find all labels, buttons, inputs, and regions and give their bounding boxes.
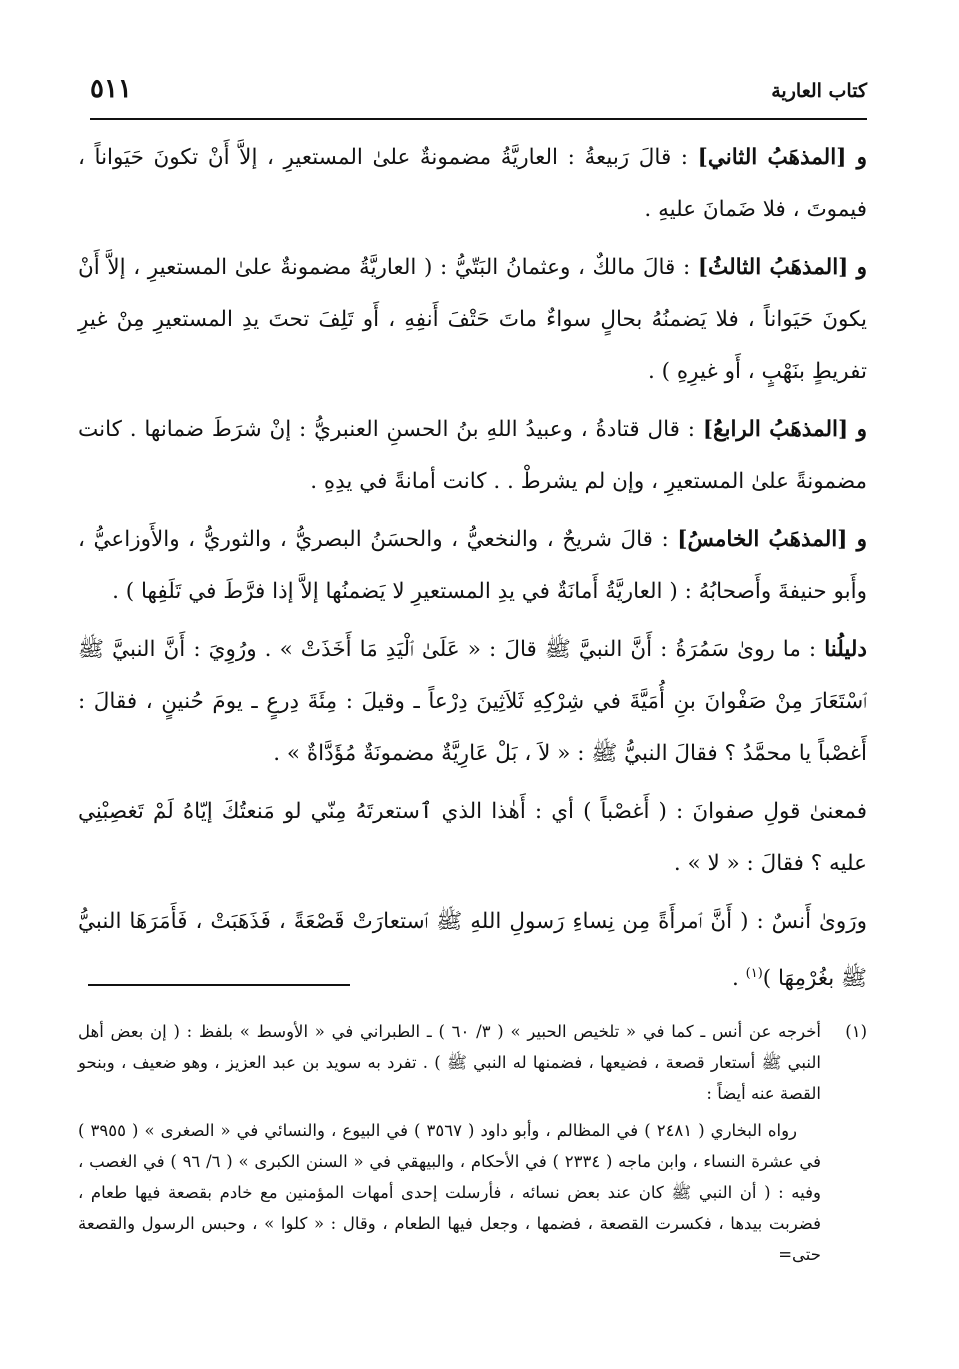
paragraph-text: ورَوىٰ أَنسٌ : ( أَنَّ ٱمرأَةً مِن نِساءِ رَسولِ اللهِ ﷺ ٱستعارَتْ قَصْعَةً ، فَذَهَبَتْ ، فَأَمَرَهَا النبيُّ ﷺ بغُرْمِهَا ) (78, 909, 867, 992)
paragraph-madhhab-4 (78, 404, 867, 508)
paragraph-madhhab-3 (78, 242, 867, 398)
page-number: ٥١١ (90, 74, 132, 104)
paragraph-heading: و [المذهَبُ الثالثُ] (697, 255, 867, 280)
paragraph-madhhab-2 (78, 132, 867, 236)
paragraph-text: : قالَ رَبيعةُ : العاريَّةُ مضمونةٌ علىٰ المستعيرِ ، إلاَّ أَنْ تكونَ حَيَواناً ، فيموتَ ، فلا ضَمانَ عليهِ . (78, 145, 867, 222)
paragraph-text: : قال قتادةُ ، وعبيدُ اللهِ بنُ الحسنِ العنبريُّ : إنْ شرَطَ ضمانها . كانت مضمونةً علىٰ المستعيرِ ، وإن لم يشرطْ . . كانت أمانةً في يدِهِ . (78, 417, 867, 494)
footnote-text: أخرجه عن أنس ـ كما في « تلخيص الحبير » ( ٣/ ٦٠ ) ـ الطبراني في « الأوسط » بلفظ : ( إن بعض أهل النبي ﷺ أستعار قصعة ، فضيعها ، فضمنها له النبي ﷺ ) . تفرد به سويد بن عبد العزيز ، وهو ضعيف ، وبنحو القصة عنه أيضاً : (78, 1022, 821, 1103)
book-title: كتاب العارية (771, 80, 867, 102)
footnote-marker: (١) (845, 1022, 867, 1041)
paragraph-text: : قالَ مالكٌ ، وعثمانُ البَتّيُّ : ( العاريَّةُ مضمونةٌ علىٰ المستعيرِ ، إلاَّ أَنْ يكونَ حَيَواناً ، فلا يَضمنُهُ بحالٍ سواءٌ ماتَ حَتْفَ أَنفِهِ ، أَو تَلِفَ تحتَ يدِ المستعيرِ مِنْ غيرِ تفريطٍ بنَهْبٍ ، أَو غيرِهِ ) . (78, 255, 867, 384)
paragraph-text: : ما روىٰ سَمُرَةُ : أَنَّ النبيَّ ﷺ قالَ : « عَلَىٰ ٱلْيَدِ مَا أَخَذَتْ » . ورُوِيَ : أَنَّ النبيَّ ﷺ ٱسْتَعَارَ مِنْ صَفْوانَ بنِ أُمَيَّةَ في شِرْكِهِ ثَلاَثِينَ دِرْعاً ـ وقيلَ : مِئَةَ دِرعٍ ـ يومَ حُنينٍ ، فقالَ : أَغصْباً يا محمَّدُ ؟ فقالَ النبيُّ ﷺ : « لاَ ، بَلْ عَارِيَّةٌ مضمونَةٌ مُؤَدَّاةٌ » . (78, 637, 867, 766)
paragraph-text-end: . (731, 966, 746, 992)
paragraph-madhhab-5 (78, 514, 867, 618)
paragraph-heading: و [المذهَبُ الرابعُ] (702, 417, 867, 442)
paragraph-anas (78, 896, 867, 1005)
paragraph-heading: دليلُنا (824, 637, 867, 662)
footnote-1-continuation: رواه البخاري ( ٢٤٨١ ) في المظالم ، وأبو داود ( ٣٥٦٧ ) في البيوع ، والنسائي في « الصغرى » ( ٣٩٥٥ ) في عشرة النساء ، وابن ماجه ( ٢٣٣٤ ) في الأحكام ، والبيهقي في « السنن الكبرى » ( ٦/ ٩٦ ) في الغصب ، وفيه : ( أن النبي ﷺ كان عند بعض نسائه ، فأرسلت إحدى أمهات المؤمنين مع خادم بقصعة فيها طعام ، فضربت بيدها ، فكسرت القصعة ، فضمها ، وجعل فيها الطعام ، وقال : « كلوا » ، وحبس الرسول والقصعة حتى= (78, 1121, 822, 1264)
paragraph-heading: و [المذهَبُ الثاني] (697, 145, 867, 170)
paragraph-text: : قالَ شريحٌ ، والنخعيُّ ، والحسَنُ البصريُّ ، والثوريُّ ، والأَوزاعيُّ ، وأَبو حنيفةَ وأَصحابُهُ : ( العاريَّةُ أَمانَةٌ في يدِ المستعيرِ لا يَضمنُها إلاَّ إذا فرَّطَ في تَلَفِها ) . (78, 527, 867, 604)
paragraph-meaning (78, 786, 867, 890)
footnote-separator (88, 984, 350, 986)
footnotes (78, 1016, 867, 1270)
paragraph-evidence (78, 624, 867, 780)
paragraph-text: فمعنىٰ قولِ صفوانَ : ( أَغصْباً ) أي : أَهٰذا الذي ٱستعرتَهُ مِنّي لو مَنعتُكَ إيّاهُ لَمْ تَغصِبْنِي عليه ؟ فقالَ : « لا » . (78, 799, 867, 876)
running-header (90, 74, 867, 120)
footnote-1 (78, 1016, 867, 1109)
main-text (78, 132, 867, 1011)
paragraph-heading: و [المذهَبُ الخامسُ] (677, 527, 867, 552)
footnote-reference[interactable]: (١) (745, 966, 763, 981)
